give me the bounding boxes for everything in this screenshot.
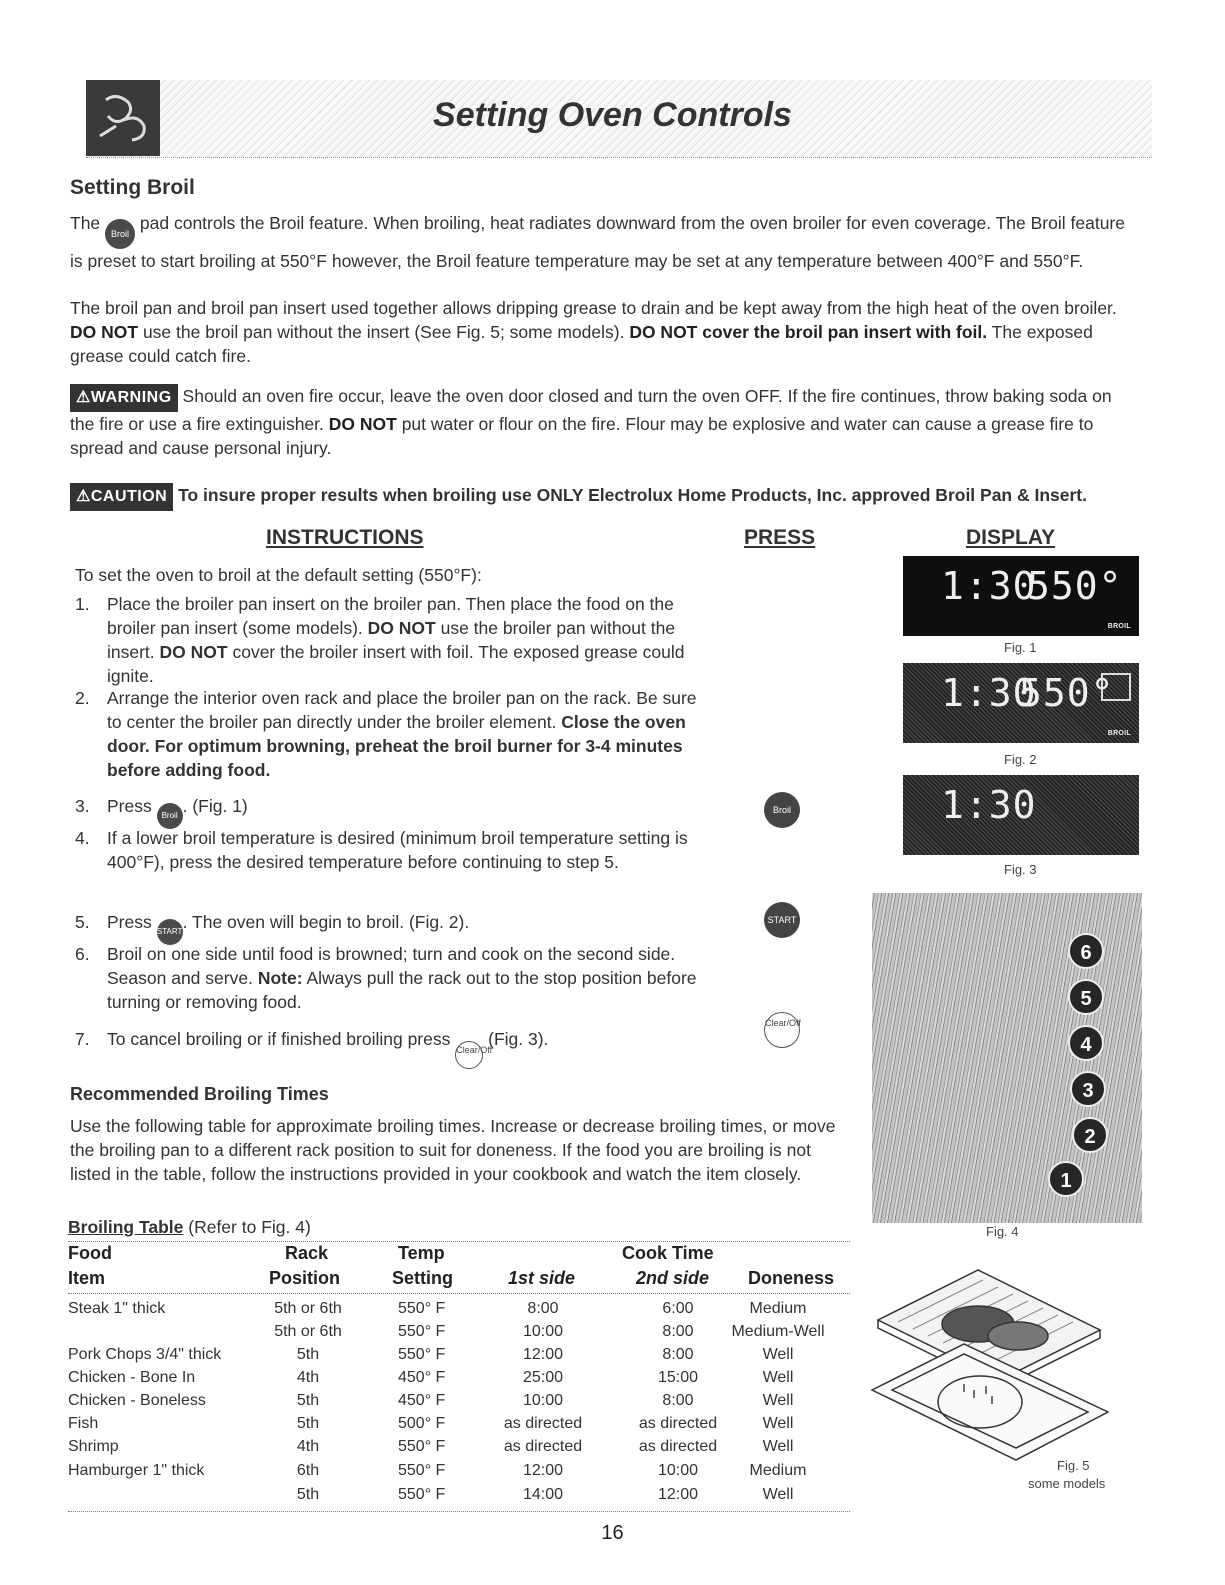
header-2nd-side: 2nd side <box>636 1268 710 1288</box>
cell-second-side: as directed <box>638 1415 718 1432</box>
cell-rack: 5th or 6th <box>274 1300 342 1317</box>
page-number: 16 <box>601 1522 624 1544</box>
step-text <box>107 794 697 829</box>
cell-doneness: Well <box>762 1486 794 1503</box>
oven-light-icon <box>1101 673 1131 701</box>
step-3-text-a: Press <box>107 796 152 816</box>
caution-paragraph <box>70 483 1145 511</box>
table-row <box>68 1300 850 1323</box>
step-number: 5. <box>75 912 90 932</box>
step-text <box>107 1027 697 1069</box>
table-rule-header <box>68 1293 850 1294</box>
step-6-text-c: Always pull the rack out to the stop position before turning or removing food. <box>107 968 697 1012</box>
broiling-table-label: Broiling Table <box>68 1217 184 1237</box>
display-temp: 550° <box>1027 564 1123 608</box>
step-text <box>107 910 697 945</box>
press-heading: PRESS <box>744 526 816 549</box>
rack-position-badge: 5 <box>1068 979 1104 1015</box>
step-1-emphasis: DO NOT <box>367 618 436 638</box>
cell-first-side: 25:00 <box>522 1369 564 1386</box>
step-6-text-a: Broil on one side until food is browned; turn and cook on the second side. Season and serve. <box>107 944 676 988</box>
fig-4-caption: Fig. 4 <box>986 1224 1019 1239</box>
step-number: 1. <box>75 594 90 614</box>
warning-do-not: DO NOT <box>328 414 397 434</box>
cell-temp: 500° F <box>398 1415 446 1432</box>
cell-doneness: Medium <box>749 1462 807 1479</box>
step-5-text-b: . The oven will begin to broil. (Fig. 2). <box>182 912 470 932</box>
display-time: 1:30 <box>941 564 1037 608</box>
page-title: Setting Oven Controls <box>433 96 792 134</box>
broiling-times-heading: Recommended Broiling Times <box>70 1084 329 1104</box>
header-doneness: Doneness <box>748 1268 835 1288</box>
rack-position-badge: 1 <box>1048 1161 1084 1197</box>
table-row <box>68 1462 850 1485</box>
step-6-note: Note: <box>257 968 303 988</box>
oven-rack-photo <box>872 893 1142 1223</box>
instructions-heading: INSTRUCTIONS <box>266 526 424 549</box>
caution-label: ⚠CAUTION <box>70 483 173 511</box>
display-fig-2 <box>903 663 1139 743</box>
cell-second-side: as directed <box>638 1438 718 1455</box>
table-row <box>68 1438 850 1461</box>
step-number: 3. <box>75 796 90 816</box>
cell-second-side: 8:00 <box>662 1323 694 1340</box>
display-mode: BROIL <box>1107 730 1131 737</box>
broiling-table-ref: (Refer to Fig. 4) <box>188 1217 311 1237</box>
step-number: 7. <box>75 1029 90 1049</box>
cell-temp: 550° F <box>398 1300 446 1317</box>
fig-2-caption: Fig. 2 <box>1004 752 1037 767</box>
table-row <box>68 1346 850 1369</box>
display-time: 1:30 <box>941 783 1037 827</box>
cell-second-side: 6:00 <box>662 1300 694 1317</box>
step-7-text-b: (Fig. 3). <box>488 1029 549 1049</box>
cell-second-side: 10:00 <box>657 1462 699 1479</box>
step-1-emphasis-2: DO NOT <box>159 642 228 662</box>
cell-food: Shrimp <box>68 1438 119 1455</box>
step-number: 4. <box>75 828 90 848</box>
cell-first-side: 14:00 <box>522 1486 564 1503</box>
fig-5-caption: Fig. 5 <box>1057 1458 1090 1473</box>
cell-rack: 5th <box>296 1346 320 1363</box>
display-heading: DISPLAY <box>966 526 1056 549</box>
table-rule-bottom <box>68 1511 850 1512</box>
broiling-times-text: Use the following table for approximate broiling times. Increase or decrease broiling times, or move the broiling pan to a different rack position to suit for doneness. If the food you are broiling is not listed in the table, follow the instructions provided in your cookbook and watch the item closely. <box>70 1116 836 1184</box>
fig-5-subcaption: some models <box>1028 1476 1106 1491</box>
cell-temp: 450° F <box>398 1369 446 1386</box>
cell-second-side: 15:00 <box>657 1369 699 1386</box>
display-fig-3 <box>903 775 1139 855</box>
section-title: Setting Broil <box>70 176 195 199</box>
step-7-text-a: To cancel broiling or if finished broiling press <box>107 1029 451 1049</box>
cell-doneness: Well <box>762 1392 794 1409</box>
display-temp: 550° <box>1019 671 1115 715</box>
cell-temp: 550° F <box>398 1486 446 1503</box>
cell-rack: 6th <box>296 1462 320 1479</box>
header-food: Food <box>68 1243 112 1263</box>
rack-position-badge: 6 <box>1068 933 1104 969</box>
table-row <box>68 1323 850 1346</box>
cell-temp: 450° F <box>398 1392 446 1409</box>
cell-first-side: as directed <box>503 1438 583 1455</box>
cell-doneness: Well <box>762 1415 794 1432</box>
header-cook-time: Cook Time <box>622 1243 714 1263</box>
broil-key-icon: Broil <box>157 803 183 829</box>
cell-first-side: 10:00 <box>522 1323 564 1340</box>
step-1-text-e: cover the broiler insert with foil. The exposed grease could ignite. <box>107 642 685 686</box>
step-5-text-a: Press <box>107 912 152 932</box>
warning-text: Should an oven fire occur, leave the oven door closed and turn the oven OFF. If the fire continues, throw baking soda on the fire or use a fire extinguisher. <box>70 386 1112 434</box>
cell-temp: 550° F <box>398 1438 446 1455</box>
table-row <box>68 1392 850 1415</box>
cell-first-side: 12:00 <box>522 1346 564 1363</box>
cell-doneness: Well <box>762 1438 794 1455</box>
broil-pan-paragraph <box>70 296 1145 368</box>
step-3-text-b: . (Fig. 1) <box>182 796 248 816</box>
warning-paragraph <box>70 384 1140 460</box>
header-temp: Temp <box>398 1243 445 1263</box>
fig-3-caption: Fig. 3 <box>1004 862 1037 877</box>
cell-rack: 5th <box>296 1415 320 1432</box>
warning-text-2: put water or flour on the fire. Flour may be explosive and water can cause a grease fire to spread and cause personal injury. <box>70 414 1094 458</box>
broil-pan-text: The broil pan and broil pan insert used together allows dripping grease to drain and be kept away from the high heat of the oven broiler. <box>70 298 1117 318</box>
cell-food: Hamburger 1" thick <box>68 1462 205 1479</box>
step-text: If a lower broil temperature is desired (minimum broil temperature setting is 400°F), press the desired temperature before continuing to step 5. <box>107 828 688 872</box>
broil-pan-text-3: The exposed grease could catch fire. <box>70 322 1093 366</box>
step-1-text-c: use the broiler pan without the insert. <box>107 618 676 662</box>
header-1st-side: 1st side <box>508 1268 576 1288</box>
clear-off-key-icon: Clear/Off <box>455 1041 483 1069</box>
step-number: 6. <box>75 944 90 964</box>
display-mode: BROIL <box>1107 623 1131 630</box>
broil-key-icon: Broil <box>105 219 135 249</box>
cell-doneness: Medium-Well <box>731 1323 825 1340</box>
foil-warning: DO NOT cover the broil pan insert with foil. <box>629 322 988 342</box>
table-row <box>68 1486 850 1509</box>
step-2-text-a: Arrange the interior oven rack and place the broiler pan on the rack. Be sure to center the broiler pan directly under the broiler element. <box>107 688 697 732</box>
broil-key[interactable]: Broil <box>764 792 800 828</box>
caution-text: To insure proper results when broiling use ONLY Electrolux Home Products, Inc. approved Broil Pan & Insert. <box>178 485 1087 505</box>
start-key[interactable]: START <box>764 902 800 938</box>
fig-1-caption: Fig. 1 <box>1004 640 1037 655</box>
rack-position-badge: 3 <box>1070 1071 1106 1107</box>
intro-text-start: The <box>70 213 101 233</box>
step-number: 2. <box>75 688 90 708</box>
instructions-intro: To set the oven to broil at the default setting (550°F): <box>75 565 482 585</box>
broil-pan-illustration <box>868 1262 1118 1472</box>
display-time: 1:30 <box>941 671 1037 715</box>
table-rule-top <box>68 1241 850 1242</box>
cell-food: Chicken - Bone In <box>68 1369 196 1386</box>
cell-second-side: 8:00 <box>662 1346 694 1363</box>
cell-rack: 5th <box>296 1392 320 1409</box>
cell-second-side: 12:00 <box>657 1486 699 1503</box>
intro-paragraph <box>70 211 1140 273</box>
cell-first-side: 8:00 <box>527 1300 559 1317</box>
rack-position-badge: 2 <box>1072 1117 1108 1153</box>
header-position: Position <box>269 1268 340 1288</box>
cell-rack: 4th <box>296 1369 320 1386</box>
clear-off-key[interactable]: Clear/Off <box>764 1012 800 1048</box>
cell-first-side: 10:00 <box>522 1392 564 1409</box>
do-not-emphasis: DO NOT <box>70 322 139 342</box>
cell-rack: 5th or 6th <box>274 1323 342 1340</box>
cell-temp: 550° F <box>398 1323 446 1340</box>
cell-rack: 4th <box>296 1438 320 1455</box>
cell-first-side: as directed <box>503 1415 583 1432</box>
intro-text-end: pad controls the Broil feature. When broiling, heat radiates downward from the oven broiler for even coverage. The Broil feature is preset to start broiling at 550°F however, the Broil feature temperature may be set at any temperature between 400°F and 550°F. <box>70 213 1125 271</box>
cell-food: Chicken - Boneless <box>68 1392 206 1409</box>
step-text <box>107 592 697 688</box>
start-key-icon: START <box>157 919 183 945</box>
cell-food: Fish <box>68 1415 99 1432</box>
cell-rack: 5th <box>296 1486 320 1503</box>
cell-first-side: 12:00 <box>522 1462 564 1479</box>
step-text <box>107 942 697 1014</box>
header-setting: Setting <box>392 1268 453 1288</box>
table-row <box>68 1369 850 1392</box>
table-row <box>68 1415 850 1438</box>
broil-pan-text-2: use the broil pan without the insert (See Fig. 5; some models). <box>142 322 625 342</box>
cell-temp: 550° F <box>398 1462 446 1479</box>
cell-doneness: Well <box>762 1346 794 1363</box>
rack-position-badge: 4 <box>1068 1025 1104 1061</box>
cell-doneness: Well <box>762 1369 794 1386</box>
cell-doneness: Medium <box>749 1300 807 1317</box>
warning-label: ⚠WARNING <box>70 384 178 412</box>
step-1-text-a: Place the broiler pan insert on the broiler pan. Then place the food on the broiler pan insert (some models). <box>107 594 674 638</box>
step-text <box>107 686 697 782</box>
cell-food: Pork Chops 3/4" thick <box>68 1346 222 1363</box>
cell-food: Steak 1" thick <box>68 1300 166 1317</box>
cell-second-side: 8:00 <box>662 1392 694 1409</box>
display-fig-1 <box>903 556 1139 636</box>
step-2-emphasis: Close the oven door. For optimum browning, preheat the broil burner for 3-4 minutes before adding food. <box>107 712 686 780</box>
broiling-table-caption <box>68 1215 311 1239</box>
header-rack: Rack <box>285 1243 329 1263</box>
cell-temp: 550° F <box>398 1346 446 1363</box>
header-item: Item <box>68 1268 106 1288</box>
